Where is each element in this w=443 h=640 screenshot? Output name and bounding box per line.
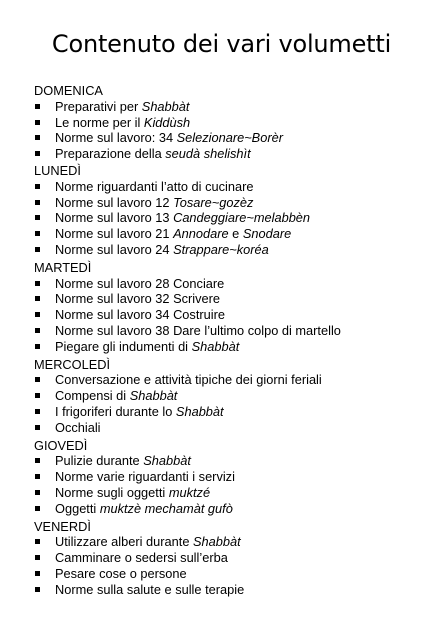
italic-term: muktzé [168,484,211,500]
topic-list [34,534,434,597]
item-text: Norme sul lavoro 32 Scrivere [55,291,220,307]
day-section [34,519,434,598]
topic-list [34,179,434,258]
item-text: I frigoriferi durante lo [55,403,176,419]
item-text: Norme sul lavoro 13 [55,210,174,226]
list-item [34,210,434,226]
item-text: Compensi di [55,388,130,404]
list-item [34,307,434,323]
italic-term: Shabbàt [129,388,178,404]
list-item [34,130,434,146]
item-text: Norme sul lavoro 34 Costruire [55,307,225,323]
topic-list [34,453,434,516]
list-item [34,566,434,582]
italic-term: Shabbàt [143,453,191,469]
item-text: Oggetti [55,500,100,516]
list-item [34,550,434,566]
list-item [34,404,434,420]
day-heading: MERCOLEDÌ [34,356,111,372]
day-section [34,357,434,436]
item-text: Norme sugli oggetti [55,484,169,500]
item-text: Preparativi per [55,98,142,114]
list-item [34,323,434,339]
day-section [34,83,434,162]
day-heading: LUNEDÌ [34,162,81,178]
italic-term: Selezionare~Borèr [176,130,283,146]
item-text: Preparazione della [55,146,166,162]
list-item [34,534,434,550]
italic-term: muktzè mechamàt gufò [99,500,233,516]
item-text: Occhiali [55,419,101,435]
item-text: Le norme per il [55,114,144,130]
list-item [34,582,434,598]
item-text: Norme sul lavoro 21 [55,226,174,242]
italic-term: Annodare [173,226,229,242]
day-heading: DOMENICA [34,83,103,98]
list-item [34,485,434,501]
list-item [34,99,434,115]
list-item [34,179,434,195]
list-item [34,195,434,211]
day-section [34,163,434,258]
page-title: Contenuto dei vari volumetti [51,30,392,58]
list-item [34,339,434,355]
item-text: Norme sul lavoro 38 Dare l’ultimo colpo di martello [55,322,341,338]
item-text: Norme sul lavoro 12 [55,194,174,210]
italic-term: Snodare [242,226,292,242]
item-text: Norme varie riguardanti i servizi [55,469,235,485]
italic-term: Shabbàt [141,98,190,114]
list-item [34,469,434,485]
list-item [34,372,434,388]
list-item [34,501,434,517]
list-item [34,291,434,307]
item-text: Pesare cose o persone [55,565,187,581]
item-text: Conversazione e attività tipiche dei giorni feriali [55,372,322,388]
list-item [34,146,434,162]
italic-term: Strappare~koréa [173,241,269,257]
list-item [34,453,434,469]
item-text: Pulizie durante [55,453,144,469]
topic-list [34,99,434,162]
volume-contents [34,83,434,599]
item-text: Norme sulla salute e sulle terapie [55,581,245,597]
topic-list [34,372,434,435]
item-text: Norme sul lavoro 24 [55,241,174,257]
day-section [34,438,434,517]
list-item [34,420,434,436]
italic-term: Shabbàt [175,403,224,419]
day-heading: GIOVEDÌ [34,437,88,453]
italic-term: seudà shelishìt [165,146,251,162]
item-text: e [228,226,243,242]
list-item [34,242,434,258]
item-text: Norme sul lavoro 28 Conciare [55,275,225,291]
item-text: Norme riguardanti l’atto di cucinare [55,178,254,194]
item-text: Norme sul lavoro: 34 [55,130,177,146]
item-text: Camminare o sedersi sull’erba [55,550,228,566]
italic-term: Kiddùsh [143,114,191,130]
item-text: Piegare gli indumenti di [55,338,192,354]
day-heading: MARTEDÌ [34,259,92,275]
list-item [34,276,434,292]
list-item [34,115,434,131]
italic-term: Shabbàt [193,534,241,550]
list-item [34,226,434,242]
list-item [34,388,434,404]
day-heading: VENERDÌ [34,518,91,534]
day-section [34,260,434,355]
italic-term: Tosare~gozèz [173,194,254,210]
italic-term: Candeggiare~melabbèn [173,210,311,226]
item-text: Utilizzare alberi durante [55,534,193,550]
italic-term: Shabbàt [191,338,240,354]
topic-list [34,276,434,355]
